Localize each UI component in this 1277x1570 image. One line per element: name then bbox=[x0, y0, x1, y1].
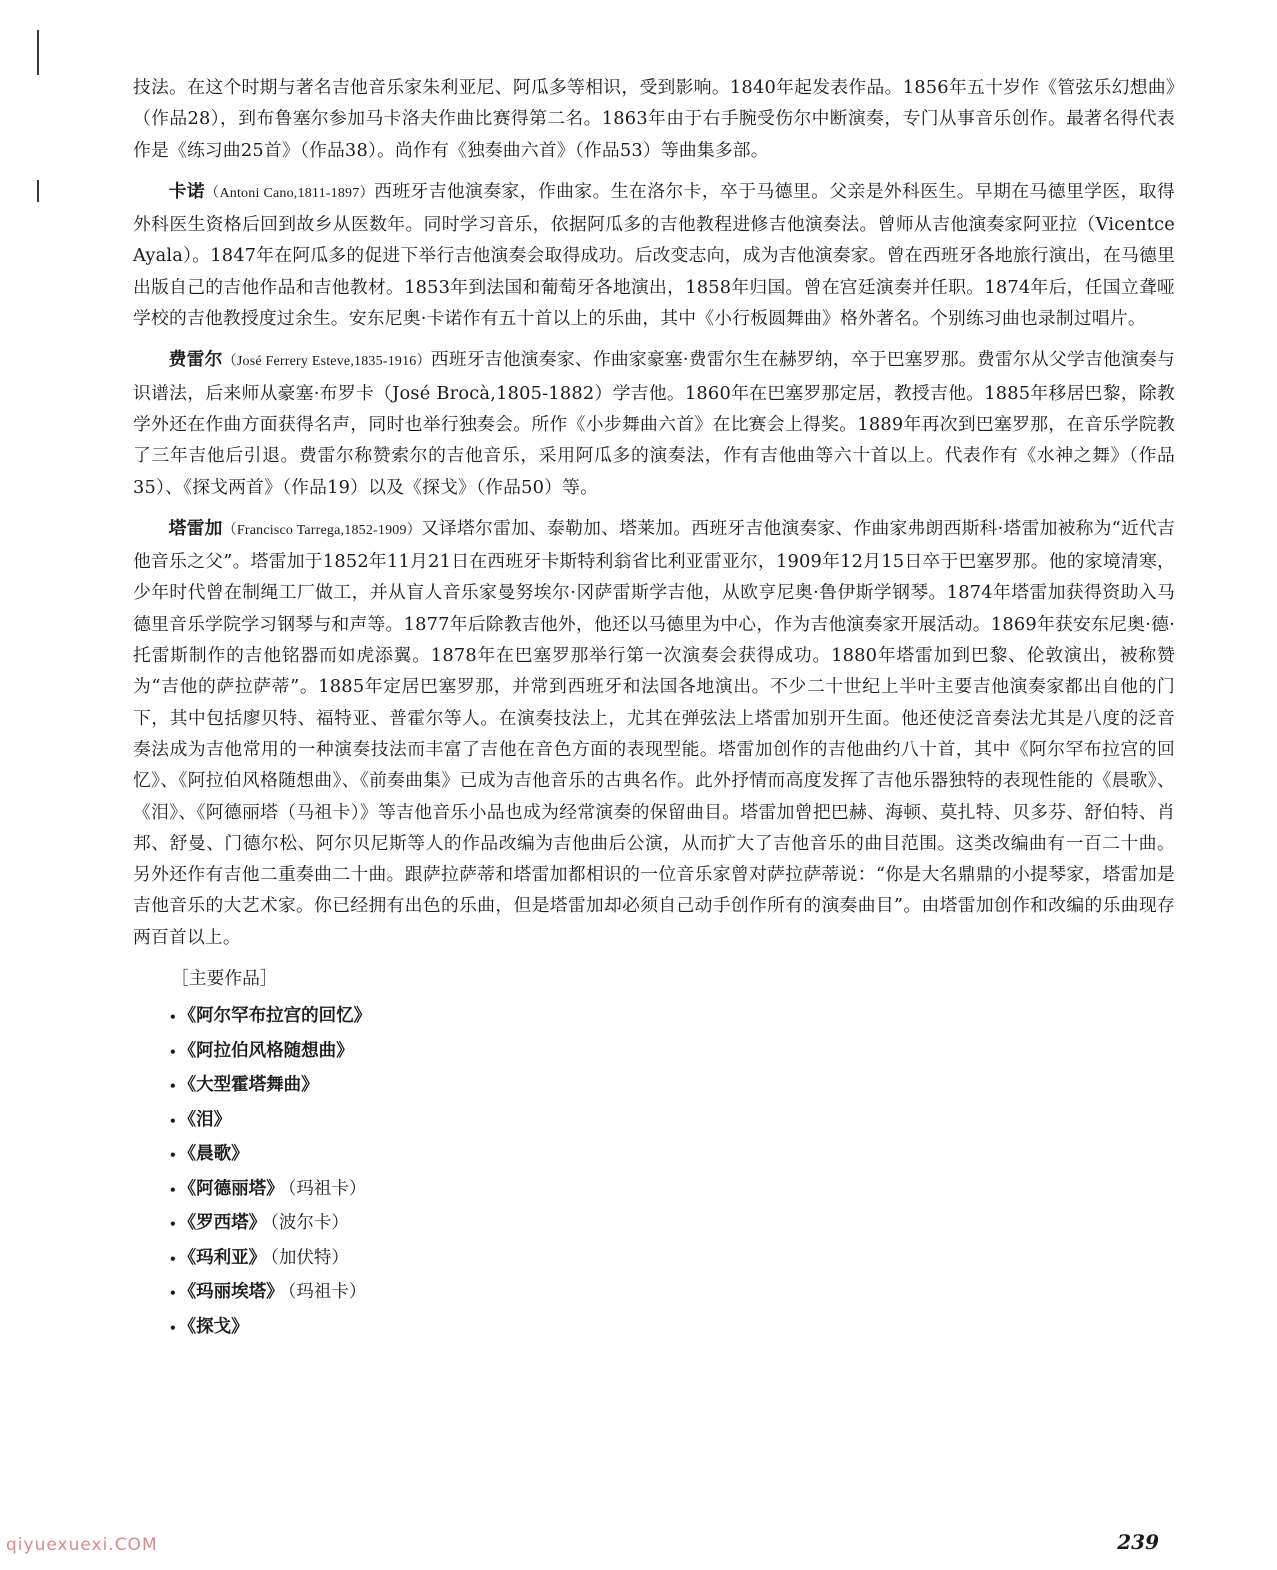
works-item-title: 《晨歌》 bbox=[178, 1144, 249, 1165]
works-item bbox=[169, 1207, 1175, 1242]
paragraph-intro-text: 技法。在这个时期与著名吉他音乐家朱利亚尼、阿瓜多等相识，受到影响。1840年起发表作品。1856年五十岁作《管弦乐幻想曲》（作品28），到布鲁塞尔参加马卡洛夫作曲比赛得第二名。1863年由于右手腕受伤尔中断演奏，专门从事音乐创作。最著名得代表作是《练习曲25首》（作品38）。尚作有《独奏曲六首》（作品53）等曲集多部。 bbox=[133, 77, 1175, 161]
works-item-title: 《玛利亚》 bbox=[178, 1247, 267, 1268]
entry-body-cano: 西班牙吉他演奏家，作曲家。生在洛尔卡，卒于马德里。父亲是外科医生。早期在马德里学医，取得外科医生资格后回到故乡从医数年。同时学习音乐，依据阿瓜多的吉他教程进修吉他演奏法。曾师从吉他演奏家阿亚拉（Vicentce Ayala）。1847年在阿瓜多的促进下举行吉他演奏会取得成功。后改变志向，成为吉他演奏家。曾在西班牙各地旅行演出，在马德里出版自己的吉他作品和吉他教材。1853年到法国和葡萄牙各地演出，1858年归国。曾在宫廷演奏并任职。1874年后，任国立聋哑学校的吉他教授度过余生。安东尼奥·卡诺作有五十首以上的乐曲，其中《小行板圆舞曲》格外著名。个别练习曲也录制过唱片。 bbox=[133, 180, 1175, 330]
bullet-icon: • bbox=[169, 1044, 177, 1059]
works-item-title: 《阿尔罕布拉宫的回忆》 bbox=[178, 1006, 372, 1027]
paragraph-ferrer bbox=[133, 344, 1175, 502]
margin-rule-middle bbox=[37, 180, 39, 202]
entry-body-tarrega: 又译塔尔雷加、泰勒加、塔莱加。西班牙吉他演奏家、作曲家弗朗西斯科·塔雷加被称为“近代吉他音乐之父”。塔雷加于1852年11月21日在西班牙卡斯特利翁省比利亚雷亚尔，1909年12月15日卒于巴塞罗那。他的家境清寒，少年时代曾在制绳工厂做工，并从盲人音乐家曼努埃尔·冈萨雷斯学吉他，从欧亨尼奥·鲁伊斯学钢琴。1874年塔雷加获得资助入马德里音乐学院学习钢琴与和声等。1877年后除教吉他外，他还以马德里为中心，作为吉他演奏家开展活动。1869年获安东尼奥·德·托雷斯制作的吉他铭器而如虎添翼。1878年在巴塞罗那举行第一次演奏会获得成功。1880年塔雷加到巴黎、伦敦演出，被称赞为“吉他的萨拉萨蒂”。1885年定居巴塞罗那，并常到西班牙和法国各地演出。不少二十世纪上半叶主要吉他演奏家都出自他的门下，其中包括廖贝特、福特亚、普霍尔等人。在演奏技法上，尤其在弹弦法上塔雷加别开生面。他还使泛音奏法尤其是八度的泛音奏法成为吉他常用的一种演奏技法而丰富了吉他在音色方面的表现型能。塔雷加创作的吉他曲约八十首，其中《阿尔罕布拉宫的回忆》、《阿拉伯风格随想曲》、《前奏曲集》已成为吉他音乐的古典名作。此外抒情而高度发挥了吉他乐器独特的表现性能的《晨歌》、《泪》、《阿德丽塔（马祖卡）》等吉他音乐小品也成为经常演奏的保留曲目。塔雷加曾把巴赫、海顿、莫扎特、贝多芬、舒伯特、肖邦、舒曼、门德尔松、阿尔贝尼斯等人的作品改编为吉他曲后公演，从而扩大了吉他音乐的曲目范围。这类改编曲有一百二十曲。另外还作有吉他二重奏曲二十曲。跟萨拉萨蒂和塔雷加都相识的一位音乐家曾对萨拉萨蒂说：“你是大名鼎鼎的小提琴家，塔雷加是吉他音乐的大艺术家。你已经拥有出色的乐曲，但是塔雷加却必须自己动手创作所有的演奏曲目”。由塔雷加创作和改编的乐曲现存两百首以上。 bbox=[133, 517, 1175, 948]
watermark: qiyuexuexi.COM bbox=[6, 1535, 158, 1555]
works-item bbox=[169, 1000, 1175, 1035]
bullet-icon: • bbox=[169, 1010, 177, 1025]
paragraph-cano bbox=[133, 176, 1175, 334]
works-item bbox=[169, 1035, 1175, 1070]
entry-body-ferrer: 西班牙吉他演奏家、作曲家豪塞·费雷尔生在赫罗纳，卒于巴塞罗那。费雷尔从父学吉他演奏与识谱法，后来师从豪塞·布罗卡（José Brocà,1805-1882）学吉他。1860年在巴塞罗那定居，教授吉他。1885年移居巴黎，除教学外还在作曲方面获得名声，同时也举行独奏会。所作《小步舞曲六首》在比赛会上得奖。1889年再次到巴塞罗那，在音乐学院教了三年吉他后引退。费雷尔称赞索尔的吉他音乐，采用阿瓜多的演奏法，作有吉他曲等六十首以上。代表作有《水神之舞》（作品35）、《探戈两首》（作品19）以及《探戈》（作品50）等。 bbox=[133, 349, 1175, 498]
entry-foreign-tarrega: （Francisco Tarrega,1852-1909） bbox=[222, 522, 421, 538]
entry-name-cano: 卡诺 bbox=[168, 180, 206, 202]
works-item-title: 《玛丽埃塔》 bbox=[178, 1282, 284, 1303]
works-item bbox=[169, 1311, 1175, 1346]
works-item bbox=[169, 1069, 1175, 1104]
works-item bbox=[169, 1242, 1175, 1277]
works-item-title: 《罗西塔》 bbox=[178, 1213, 267, 1234]
bullet-icon: • bbox=[169, 1079, 177, 1094]
works-item-note: （玛祖卡） bbox=[287, 1178, 367, 1199]
works-heading: ［主要作品］ bbox=[171, 968, 278, 990]
entry-foreign-cano: （Antoni Cano,1811-1897） bbox=[205, 185, 375, 201]
entry-name-ferrer: 费雷尔 bbox=[168, 349, 223, 371]
bullet-icon: • bbox=[169, 1182, 177, 1197]
works-item bbox=[169, 1104, 1175, 1139]
works-item-note: （玛祖卡） bbox=[287, 1282, 367, 1303]
bullet-icon: • bbox=[169, 1217, 177, 1232]
works-item-title: 《阿德丽塔》 bbox=[178, 1178, 284, 1199]
page-number: 239 bbox=[1117, 1530, 1159, 1554]
works-item-title: 《泪》 bbox=[178, 1109, 232, 1130]
works-item bbox=[169, 1138, 1175, 1173]
bullet-icon: • bbox=[169, 1148, 177, 1163]
works-item-note: （波尔卡） bbox=[270, 1213, 349, 1234]
paragraph-tarrega bbox=[133, 513, 1175, 953]
bullet-icon: • bbox=[169, 1286, 177, 1301]
works-item-title: 《阿拉伯风格随想曲》 bbox=[178, 1040, 354, 1061]
works-item-note: （加伏特） bbox=[270, 1247, 349, 1268]
works-item-title: 《大型霍塔舞曲》 bbox=[178, 1075, 319, 1096]
margin-rule-top bbox=[37, 30, 39, 75]
works-item bbox=[169, 1173, 1175, 1208]
entry-name-tarrega: 塔雷加 bbox=[168, 517, 223, 539]
bullet-icon: • bbox=[169, 1251, 177, 1266]
paragraph-intro bbox=[133, 72, 1175, 166]
page-body bbox=[133, 72, 1175, 1345]
entry-foreign-ferrer: （José Ferrery Esteve,1835-1916） bbox=[222, 354, 431, 370]
works-list bbox=[169, 1000, 1175, 1345]
bullet-icon: • bbox=[169, 1113, 177, 1128]
bullet-icon: • bbox=[169, 1320, 177, 1335]
works-item bbox=[169, 1276, 1175, 1311]
works-item-title: 《探戈》 bbox=[178, 1316, 249, 1337]
